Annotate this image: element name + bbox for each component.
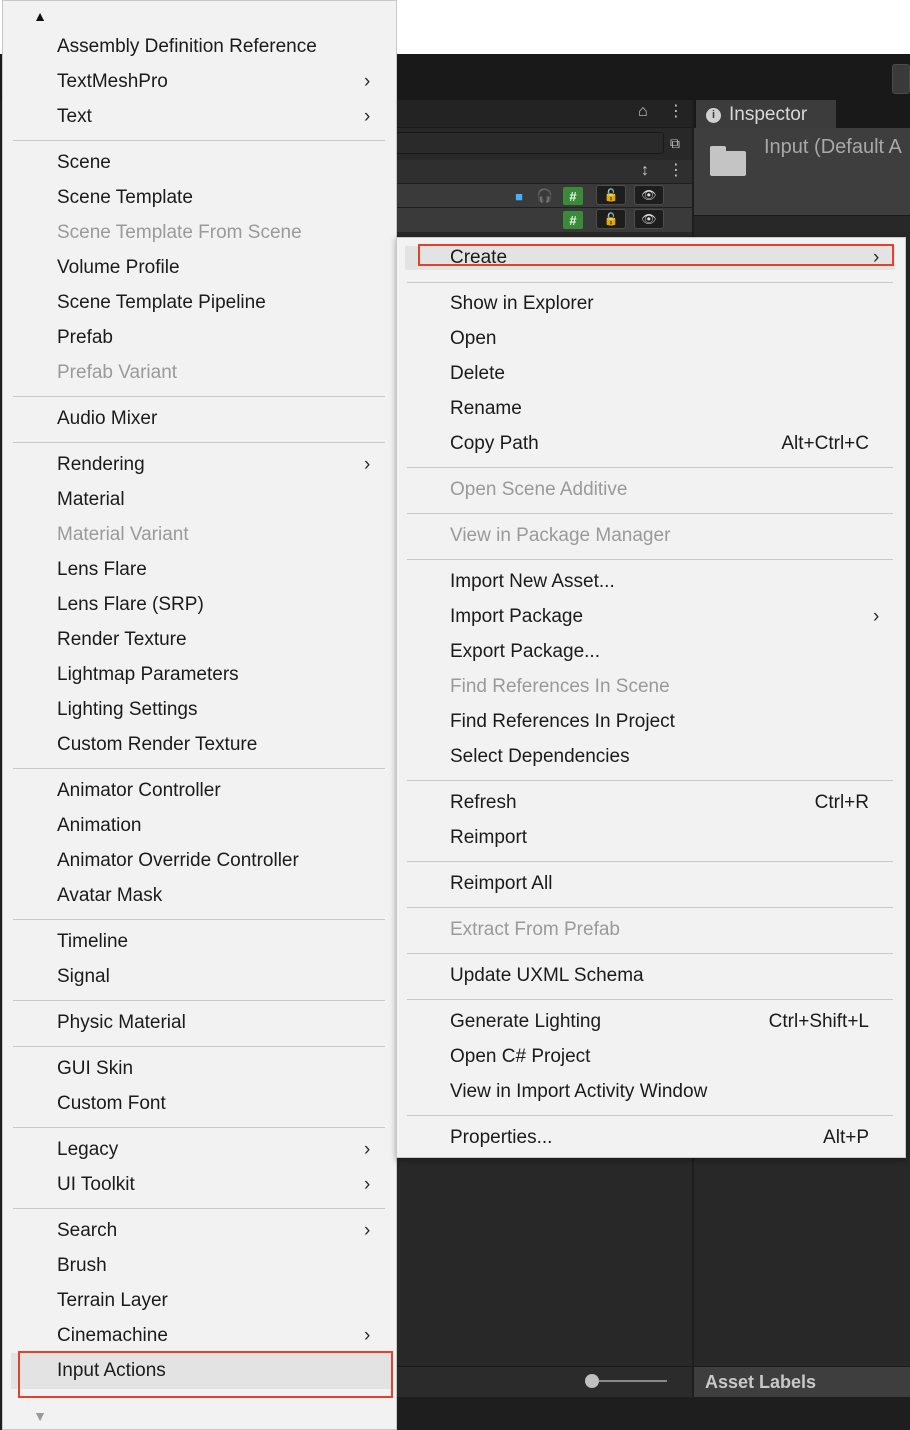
- menu-separator: [13, 1000, 385, 1001]
- chevron-right-icon: ›: [364, 1174, 371, 1195]
- menu-item-lens-flare[interactable]: [3, 553, 396, 588]
- menu-item-label: Brush: [57, 1255, 107, 1276]
- menu-item-label: Scene Template: [57, 187, 193, 208]
- menu-item-material-variant[interactable]: [3, 518, 396, 553]
- menu-item-rendering[interactable]: [3, 448, 396, 483]
- context-item-find-references-in-project[interactable]: [397, 705, 905, 740]
- context-item-import-package[interactable]: [397, 600, 905, 635]
- context-item-extract-from-prefab[interactable]: [397, 913, 905, 948]
- menu-item-label: Animation: [57, 815, 142, 836]
- camera-icon: ■: [515, 188, 523, 204]
- context-item-export-package[interactable]: [397, 635, 905, 670]
- menu-item-label: Extract From Prefab: [450, 919, 620, 940]
- menu-item-lens-flare-srp[interactable]: [3, 588, 396, 623]
- context-item-reimport-all[interactable]: [397, 867, 905, 902]
- tab-inspector[interactable]: [696, 100, 836, 128]
- context-item-reimport[interactable]: [397, 821, 905, 856]
- menu-item-legacy[interactable]: [3, 1133, 396, 1168]
- menu-separator: [13, 1208, 385, 1209]
- menu-item-animator-controller[interactable]: [3, 774, 396, 809]
- menu-item-shortcut: Ctrl+Shift+L: [768, 1011, 869, 1032]
- context-item-generate-lighting[interactable]: [397, 1005, 905, 1040]
- menu-item-label: Text: [57, 106, 92, 127]
- chevron-right-icon: ›: [873, 606, 880, 627]
- menu-item-prefab-variant[interactable]: [3, 356, 396, 391]
- menu-item-label: Update UXML Schema: [450, 965, 644, 986]
- menu-item-avatar-mask[interactable]: [3, 879, 396, 914]
- folder-icon: [710, 146, 746, 176]
- sort-icon[interactable]: ↕: [641, 162, 649, 179]
- menu-item-label: Assembly Definition Reference: [57, 36, 317, 57]
- zoom-slider-handle[interactable]: [585, 1374, 599, 1388]
- menu-item-label: Scene: [57, 152, 111, 173]
- menu-separator: [13, 442, 385, 443]
- menu-item-timeline[interactable]: [3, 925, 396, 960]
- project-search-input[interactable]: [396, 132, 664, 154]
- context-item-update-uxml-schema[interactable]: [397, 959, 905, 994]
- menu-item-label: Material: [57, 489, 125, 510]
- menu-item-label: Open: [450, 328, 497, 349]
- menu-item-ui-toolkit[interactable]: [3, 1168, 396, 1203]
- menu-item-label: Refresh: [450, 792, 517, 813]
- context-item-open-c-project[interactable]: [397, 1040, 905, 1075]
- context-item-properties[interactable]: [397, 1121, 905, 1156]
- menu-item-label: Reimport: [450, 827, 528, 848]
- zoom-slider-track[interactable]: [595, 1380, 667, 1382]
- menu-item-label: Lighting Settings: [57, 699, 198, 720]
- menu-item-label: Generate Lighting: [450, 1011, 602, 1032]
- menu-separator: [407, 999, 893, 1000]
- chevron-right-icon: ›: [364, 1220, 371, 1241]
- context-item-create[interactable]: [397, 241, 905, 276]
- scroll-up-arrow-icon[interactable]: ▲: [33, 8, 47, 24]
- context-item-select-dependencies[interactable]: [397, 740, 905, 775]
- menu-item-label: Material Variant: [57, 524, 189, 545]
- asset-labels-header[interactable]: Asset Labels: [694, 1366, 910, 1397]
- context-menu: [396, 237, 906, 1158]
- chevron-right-icon: ›: [364, 1139, 371, 1160]
- menu-item-label: Find References In Scene: [450, 676, 670, 697]
- menu-item-label: Delete: [450, 363, 505, 384]
- menu-item-scene-template[interactable]: [3, 181, 396, 216]
- script-hash-icon: #: [563, 211, 583, 229]
- menu-item-label: GUI Skin: [57, 1058, 134, 1079]
- menu-item-label: Create: [450, 247, 508, 268]
- context-item-find-references-in-scene[interactable]: [397, 670, 905, 705]
- menu-item-label: Import Package: [450, 606, 584, 627]
- menu-item-lighting-settings[interactable]: [3, 693, 396, 728]
- menu-item-shortcut: Alt+P: [823, 1127, 869, 1148]
- menu-item-scene-template-from-scene[interactable]: [3, 216, 396, 251]
- toolbar-button[interactable]: [892, 64, 910, 94]
- menu-item-animation[interactable]: [3, 809, 396, 844]
- menu-item-cinemachine[interactable]: [3, 1319, 396, 1354]
- context-item-view-in-package-manager[interactable]: [397, 519, 905, 554]
- menu-item-scene[interactable]: [3, 146, 396, 181]
- menu-separator: [407, 467, 893, 468]
- menu-item-label: Custom Font: [57, 1093, 166, 1114]
- chevron-right-icon: ›: [873, 247, 880, 268]
- menu-item-input-actions[interactable]: [3, 1354, 396, 1389]
- menu-item-label: Properties...: [450, 1127, 553, 1148]
- menu-item-custom-font[interactable]: [3, 1087, 396, 1122]
- context-item-import-new-asset[interactable]: [397, 565, 905, 600]
- menu-item-label: Cinemachine: [57, 1325, 168, 1346]
- menu-item-label: Reimport All: [450, 873, 553, 894]
- menu-item-label: UI Toolkit: [57, 1174, 135, 1195]
- menu-item-label: Scene Template From Scene: [57, 222, 302, 243]
- search-options-icon[interactable]: ⧉: [670, 134, 680, 151]
- script-hash-icon: #: [563, 187, 583, 205]
- menu-item-label: Scene Template Pipeline: [57, 292, 266, 313]
- menu-item-label: Lightmap Parameters: [57, 664, 239, 685]
- row-lock-toggle[interactable]: 🔓: [596, 185, 626, 205]
- chevron-right-icon: ›: [364, 106, 371, 127]
- menu-item-label: View in Import Activity Window: [450, 1081, 708, 1102]
- context-item-delete[interactable]: [397, 357, 905, 392]
- menu-separator: [407, 1115, 893, 1116]
- kebab-menu-icon[interactable]: ⋮: [668, 103, 684, 120]
- menu-separator: [13, 396, 385, 397]
- menu-item-label: Signal: [57, 966, 110, 987]
- context-item-refresh[interactable]: [397, 786, 905, 821]
- menu-item-search[interactable]: [3, 1214, 396, 1249]
- menu-item-label: Lens Flare: [57, 559, 147, 580]
- menu-item-label: Lens Flare (SRP): [57, 594, 204, 615]
- menu-item-physic-material[interactable]: [3, 1006, 396, 1041]
- menu-item-label: Legacy: [57, 1139, 119, 1160]
- context-item-open-scene-additive[interactable]: [397, 473, 905, 508]
- menu-item-label: Export Package...: [450, 641, 600, 662]
- menu-item-label: Open Scene Additive: [450, 479, 628, 500]
- chevron-right-icon: ›: [364, 454, 371, 475]
- menu-item-brush[interactable]: [3, 1249, 396, 1284]
- menu-separator: [407, 513, 893, 514]
- menu-item-volume-profile[interactable]: [3, 251, 396, 286]
- menu-item-assembly-definition-reference[interactable]: [3, 30, 396, 65]
- menu-separator: [13, 768, 385, 769]
- menu-item-label: Animator Override Controller: [57, 850, 299, 871]
- context-item-rename[interactable]: [397, 392, 905, 427]
- menu-item-label: Rename: [450, 398, 522, 419]
- menu-item-label: Open C# Project: [450, 1046, 591, 1067]
- menu-item-lightmap-parameters[interactable]: [3, 658, 396, 693]
- menu-item-label: Show in Explorer: [450, 293, 594, 314]
- audio-icon: 🎧: [536, 188, 554, 203]
- menu-item-render-texture[interactable]: [3, 623, 396, 658]
- menu-item-label: Rendering: [57, 454, 145, 475]
- menu-separator: [13, 140, 385, 141]
- menu-item-label: Render Texture: [57, 629, 187, 650]
- menu-separator: [407, 559, 893, 560]
- menu-item-label: Custom Render Texture: [57, 734, 258, 755]
- menu-item-material[interactable]: [3, 483, 396, 518]
- scroll-down-arrow-icon[interactable]: ▼: [33, 1408, 47, 1424]
- menu-item-label: View in Package Manager: [450, 525, 671, 546]
- menu-separator: [13, 1046, 385, 1047]
- context-item-view-in-import-activity-window[interactable]: [397, 1075, 905, 1110]
- menu-item-shortcut: Ctrl+R: [814, 792, 869, 813]
- menu-item-text[interactable]: [3, 100, 396, 135]
- menu-item-label: Prefab Variant: [57, 362, 178, 383]
- menu-separator: [407, 780, 893, 781]
- tab-inspector-label: Inspector: [729, 104, 808, 125]
- row-lock-toggle[interactable]: 🔓: [596, 209, 626, 229]
- menu-separator: [13, 919, 385, 920]
- chevron-right-icon: ›: [364, 1325, 371, 1346]
- menu-separator: [407, 861, 893, 862]
- row-visibility-toggle[interactable]: 👁: [634, 185, 664, 205]
- menu-item-label: Physic Material: [57, 1012, 186, 1033]
- menu-item-label: Select Dependencies: [450, 746, 630, 767]
- menu-item-shortcut: Alt+Ctrl+C: [781, 433, 869, 454]
- menu-item-label: Avatar Mask: [57, 885, 163, 906]
- context-item-copy-path[interactable]: [397, 427, 905, 462]
- menu-separator: [407, 282, 893, 283]
- menu-item-signal[interactable]: [3, 960, 396, 995]
- menu-item-label: Terrain Layer: [57, 1290, 168, 1311]
- menu-item-prefab[interactable]: [3, 321, 396, 356]
- menu-item-custom-render-texture[interactable]: [3, 728, 396, 763]
- context-item-show-in-explorer[interactable]: [397, 287, 905, 322]
- menu-item-label: Timeline: [57, 931, 129, 952]
- menu-item-label: TextMeshPro: [57, 71, 168, 92]
- menu-item-label: Audio Mixer: [57, 408, 158, 429]
- info-icon: i: [706, 108, 721, 123]
- menu-item-audio-mixer[interactable]: [3, 402, 396, 437]
- row-visibility-toggle[interactable]: 👁: [634, 209, 664, 229]
- menu-item-label: Find References In Project: [450, 711, 675, 732]
- menu-separator: [407, 907, 893, 908]
- chevron-right-icon: ›: [364, 71, 371, 92]
- menu-separator: [13, 1127, 385, 1128]
- row-menu-icon[interactable]: ⋮: [668, 162, 684, 179]
- menu-item-label: Copy Path: [450, 433, 539, 454]
- menu-item-label: Import New Asset...: [450, 571, 615, 592]
- menu-item-gui-skin[interactable]: [3, 1052, 396, 1087]
- context-item-open[interactable]: [397, 322, 905, 357]
- menu-item-terrain-layer[interactable]: [3, 1284, 396, 1319]
- menu-item-animator-override-controller[interactable]: [3, 844, 396, 879]
- menu-item-label: Input Actions: [57, 1360, 166, 1381]
- inspector-title: Input (Default A: [764, 136, 902, 158]
- menu-item-scene-template-pipeline[interactable]: [3, 286, 396, 321]
- create-submenu: [2, 0, 397, 1430]
- lock-icon[interactable]: ⌂: [638, 103, 648, 120]
- menu-separator: [407, 953, 893, 954]
- menu-item-label: Search: [57, 1220, 118, 1241]
- menu-item-label: Prefab: [57, 327, 113, 348]
- menu-item-label: Animator Controller: [57, 780, 221, 801]
- menu-item-label: Volume Profile: [57, 257, 180, 278]
- menu-item-textmeshpro[interactable]: [3, 65, 396, 100]
